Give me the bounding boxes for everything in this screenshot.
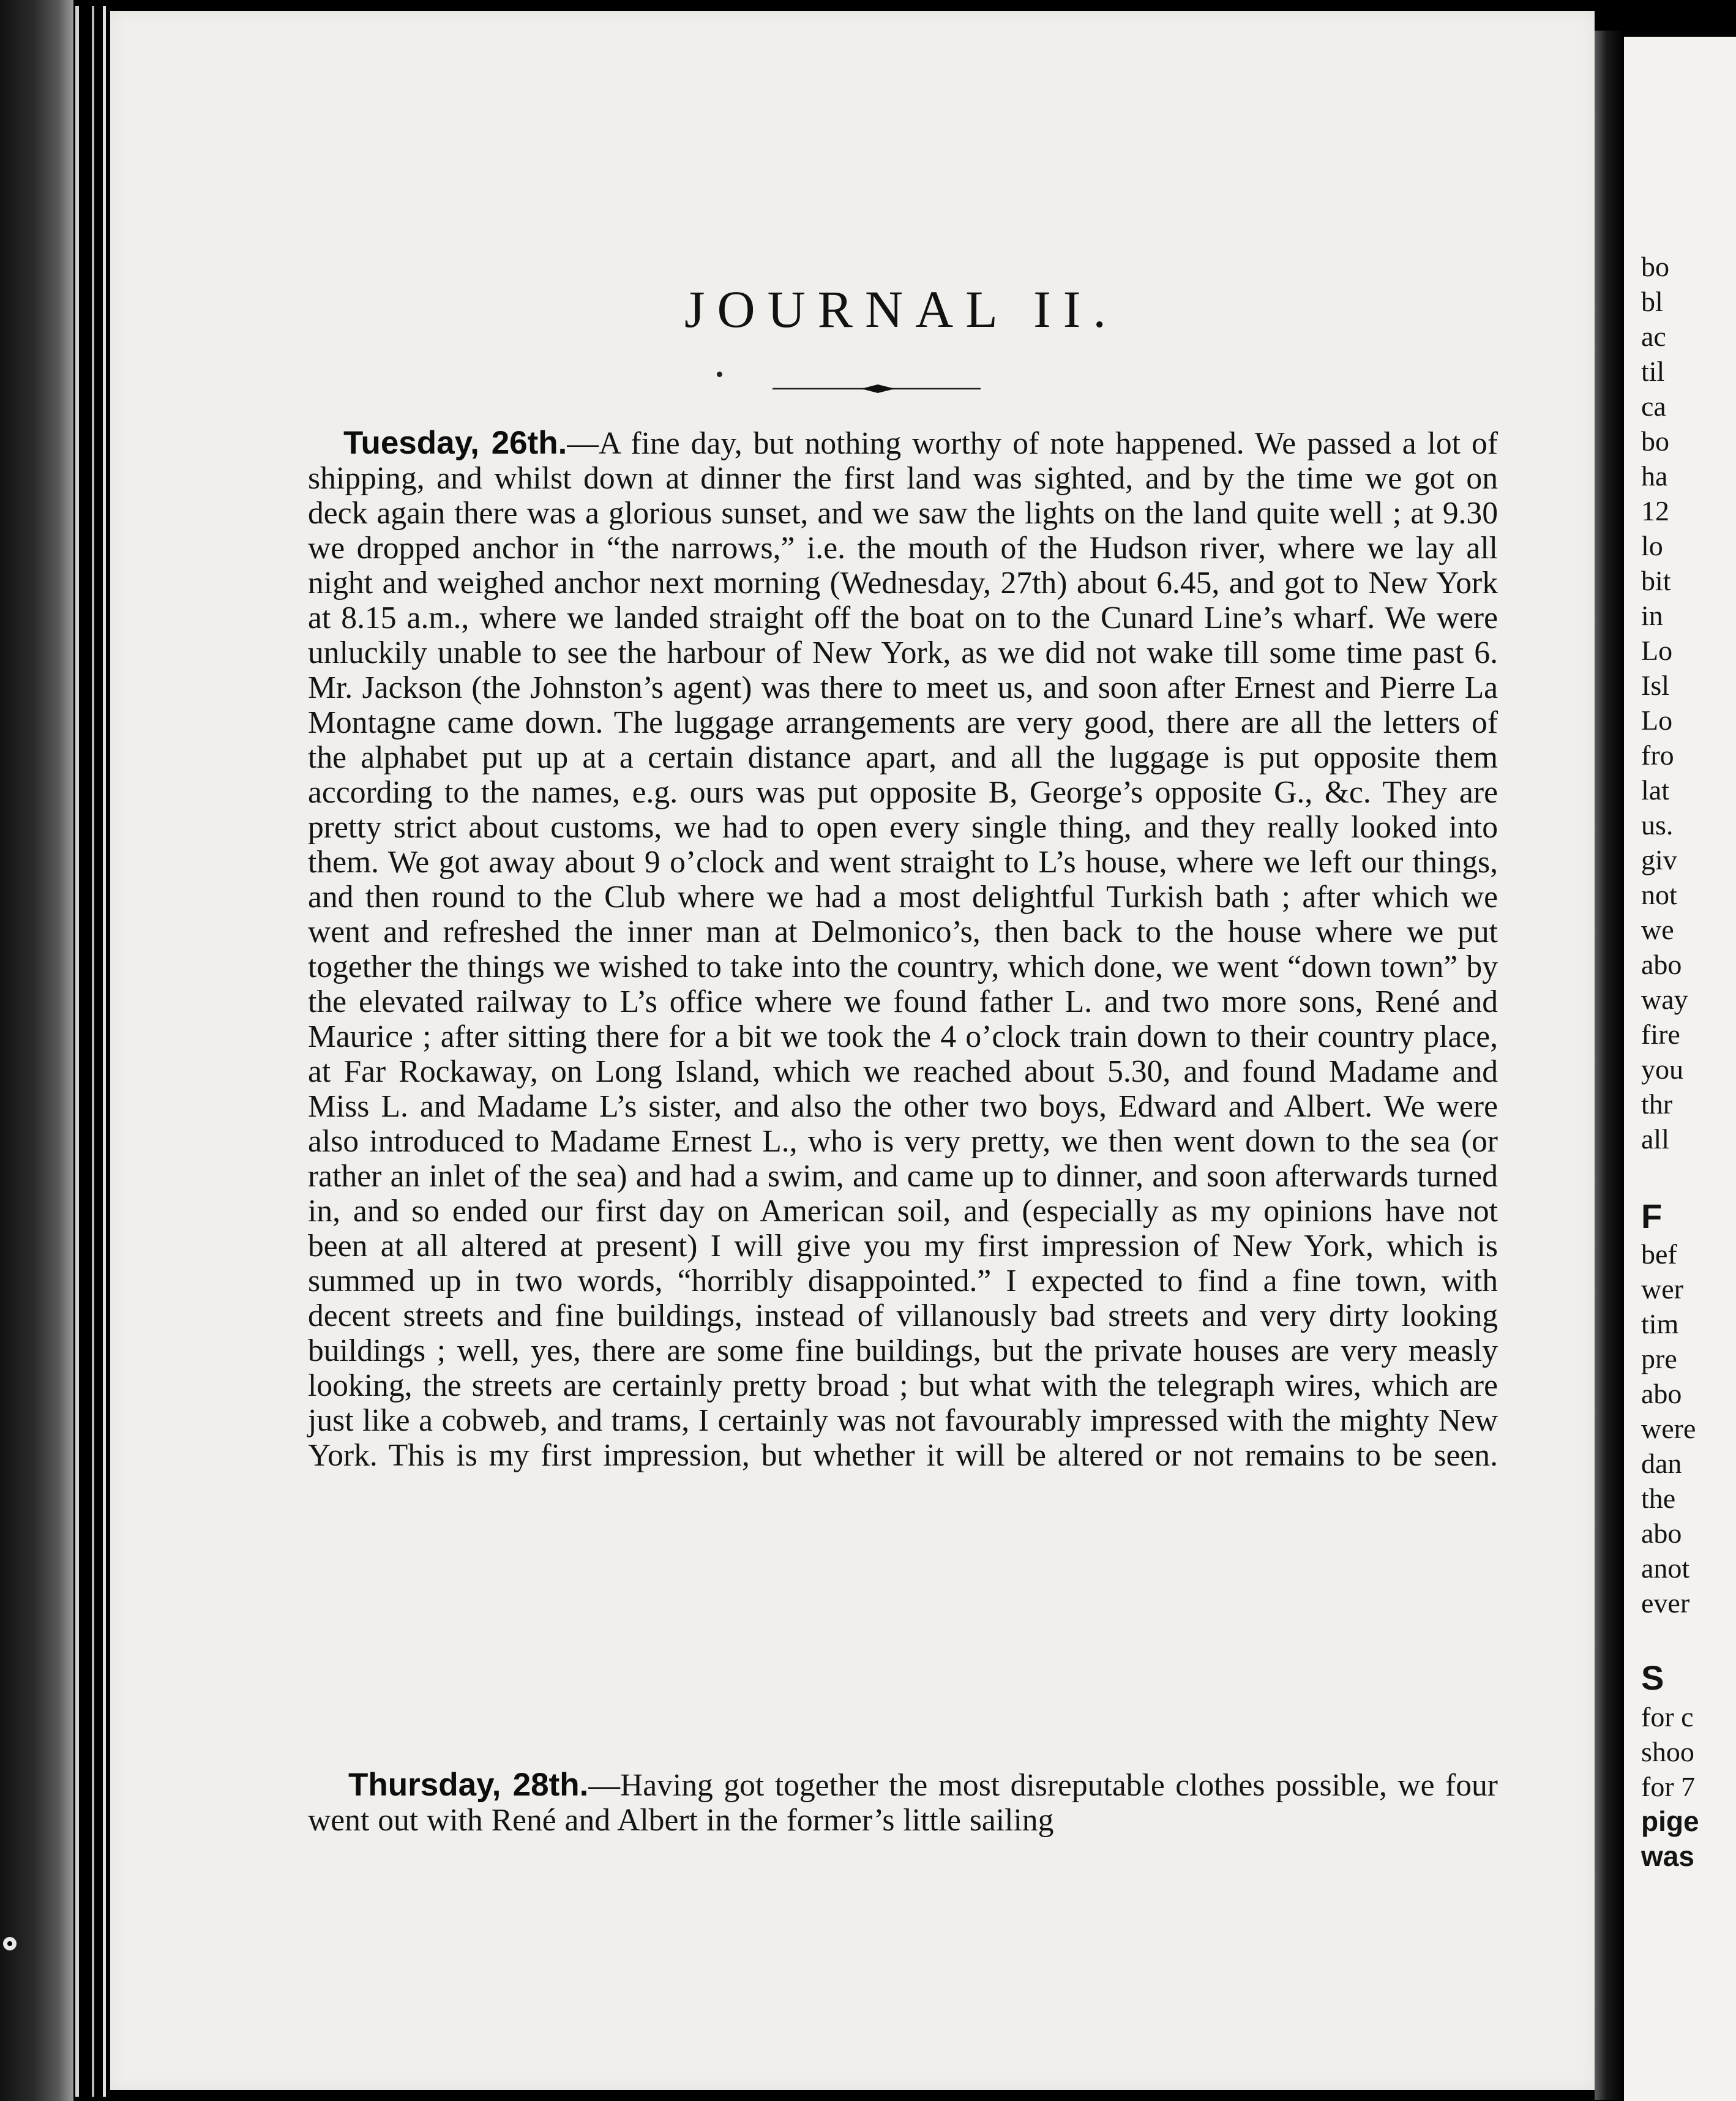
facing-text-fragment: dan [1641, 1448, 1682, 1479]
journal-entry-tuesday [308, 425, 1498, 1473]
title-ornament-rule [773, 382, 981, 395]
page-edge-line [103, 6, 106, 2097]
facing-text-fragment: the [1641, 1483, 1676, 1514]
facing-text-fragment: abo [1641, 949, 1682, 980]
facing-text-fragment: abo [1641, 1378, 1682, 1409]
facing-text-fragment: ever [1641, 1587, 1690, 1619]
entry-heading: Thursday, 28th. [348, 1767, 589, 1803]
facing-text-fragment: were [1641, 1413, 1696, 1444]
facing-text-fragment: thr [1641, 1088, 1673, 1120]
facing-text-fragment: not [1641, 879, 1677, 910]
facing-text-fragment: way [1641, 984, 1688, 1015]
facing-text-fragment: for 7 [1641, 1771, 1696, 1802]
facing-text-fragment: ha [1641, 460, 1668, 492]
facing-page [1624, 37, 1736, 2101]
facing-text-fragment: Isl [1641, 670, 1669, 701]
facing-text-fragment: all [1641, 1123, 1669, 1155]
facing-text-fragment: was [1641, 1840, 1694, 1872]
facing-text-fragment: fire [1641, 1019, 1680, 1050]
facing-text-fragment: til [1641, 356, 1665, 387]
facing-text-fragment: lo [1641, 530, 1663, 561]
facing-text-fragment: anot [1641, 1552, 1690, 1584]
facing-text-fragment: us. [1641, 809, 1674, 841]
facing-text-fragment: we [1641, 914, 1674, 945]
facing-text-fragment: F [1641, 1197, 1663, 1235]
scan-corner-mark [2, 1930, 21, 1958]
facing-text-fragment: 12 [1641, 495, 1669, 526]
entry-text: —Having got together the most disreputable clothes possible, we four went out with René and Albert in the former’s little sailing [308, 1768, 1498, 1838]
facing-text-fragment: you [1641, 1054, 1683, 1085]
facing-text-fragment: bit [1641, 565, 1671, 596]
facing-text-fragment: shoo [1641, 1736, 1694, 1767]
facing-text-fragment: ca [1641, 391, 1666, 422]
left-book-edge [0, 0, 73, 2101]
facing-text-fragment: abo [1641, 1518, 1682, 1549]
facing-text-fragment: lat [1641, 774, 1669, 806]
page-edge-line [92, 6, 94, 2097]
facing-text-fragment: pre [1641, 1343, 1677, 1374]
facing-text-fragment: ac [1641, 321, 1666, 352]
facing-text-fragment: wer [1641, 1273, 1683, 1305]
facing-text-fragment: in [1641, 600, 1663, 631]
journal-entry-thursday [308, 1767, 1498, 1838]
facing-text-fragment: Lo [1641, 635, 1673, 666]
facing-text-fragment: pige [1641, 1805, 1699, 1837]
page-title: JOURNAL II. [684, 280, 1118, 339]
facing-text-fragment: bl [1641, 286, 1663, 317]
facing-text-fragment: bef [1641, 1238, 1677, 1270]
facing-text-fragment: fro [1641, 740, 1674, 771]
entry-heading: Tuesday, 26th. [343, 425, 567, 461]
facing-text-fragment: tim [1641, 1308, 1679, 1339]
ornament-dot [717, 372, 722, 377]
facing-text-fragment: S [1641, 1658, 1664, 1697]
facing-text-fragment: bo [1641, 251, 1669, 282]
book-gutter [1595, 31, 1624, 2100]
facing-text-fragment: bo [1641, 425, 1669, 457]
entry-text: —A fine day, but nothing worthy of note happened. We passed a lot of shipping, and whilst down at dinner the first land was sighted, and by the time we got on deck again there was a glorious sunset, and we saw the lights on the land quite well ; at 9.30 we dropped anchor in “the narrows,” i.e. the mouth of the Hudson river, where we lay all night and weighed anchor next morning (Wednesday, 27th) about 6.45, and got to New York at 8.15 a.m., where we landed straight off the boat on to the Cunard Line’s wharf. We were unluckily unable to see the harbour of New York, as we did not wake till some time past 6. Mr. Jackson (the Johnston’s agent) was there to meet us, and soon after Ernest and Pierre La Montagne came down. The luggage arrangements are very good, there are all the letters of the alphabet put up at a certain distance apart, and all the luggage is put opposite them according to the names, e.g. ours was put opposite B, George’s opposite G., &c. They are pretty strict about customs, we had to open every single thing, and they really looked into them. We got away about 9 o’clock and went straight to L’s house, where we left our things, and then round to the Club where we had a most delightful Turkish bath ; after which we went and refreshed the inner man at Delmonico’s, then back to the house where we put together the things we wished to take into the country, which done, we went “down town” by the elevated railway to L’s office where we found father L. and two more sons, René and Maurice ; after sitting there for a bit we took the 4 o’clock train down to their country place, at Far Rockaway, on Long Island, which we reached about 5.30, and found Madame and Miss L. and Madame L’s sister, and also the other two boys, Edward and Albert. We were also introduced to Madame Ernest L., who is very pretty, we then went down to the sea (or rather an inlet of the sea) and had a swim, and came up to dinner, and soon afterwards turned in, and so ended our first day on American soil, and (especially as my opinions have not been at all altered at present) I will give you my first impression of New York, which is summed up in two words, “horribly disappointed.” I expected to find a fine town, with decent streets and fine buildings, instead of villanously bad streets and very dirty looking buildings ; well, yes, there are some fine buildings, but the private houses are very measly looking, the streets are certainly pretty broad ; but what with the telegraph wires, which are just like a cobweb, and trams, I certainly was not favourably impressed with the mighty New York. This is my first impression, but whether it will be altered or not remains to be seen. [308, 426, 1498, 1473]
page-edge-line [75, 6, 79, 2097]
facing-text-fragment: for c [1641, 1701, 1694, 1732]
facing-text-fragment: giv [1641, 844, 1677, 875]
facing-text-fragment: Lo [1641, 705, 1673, 736]
